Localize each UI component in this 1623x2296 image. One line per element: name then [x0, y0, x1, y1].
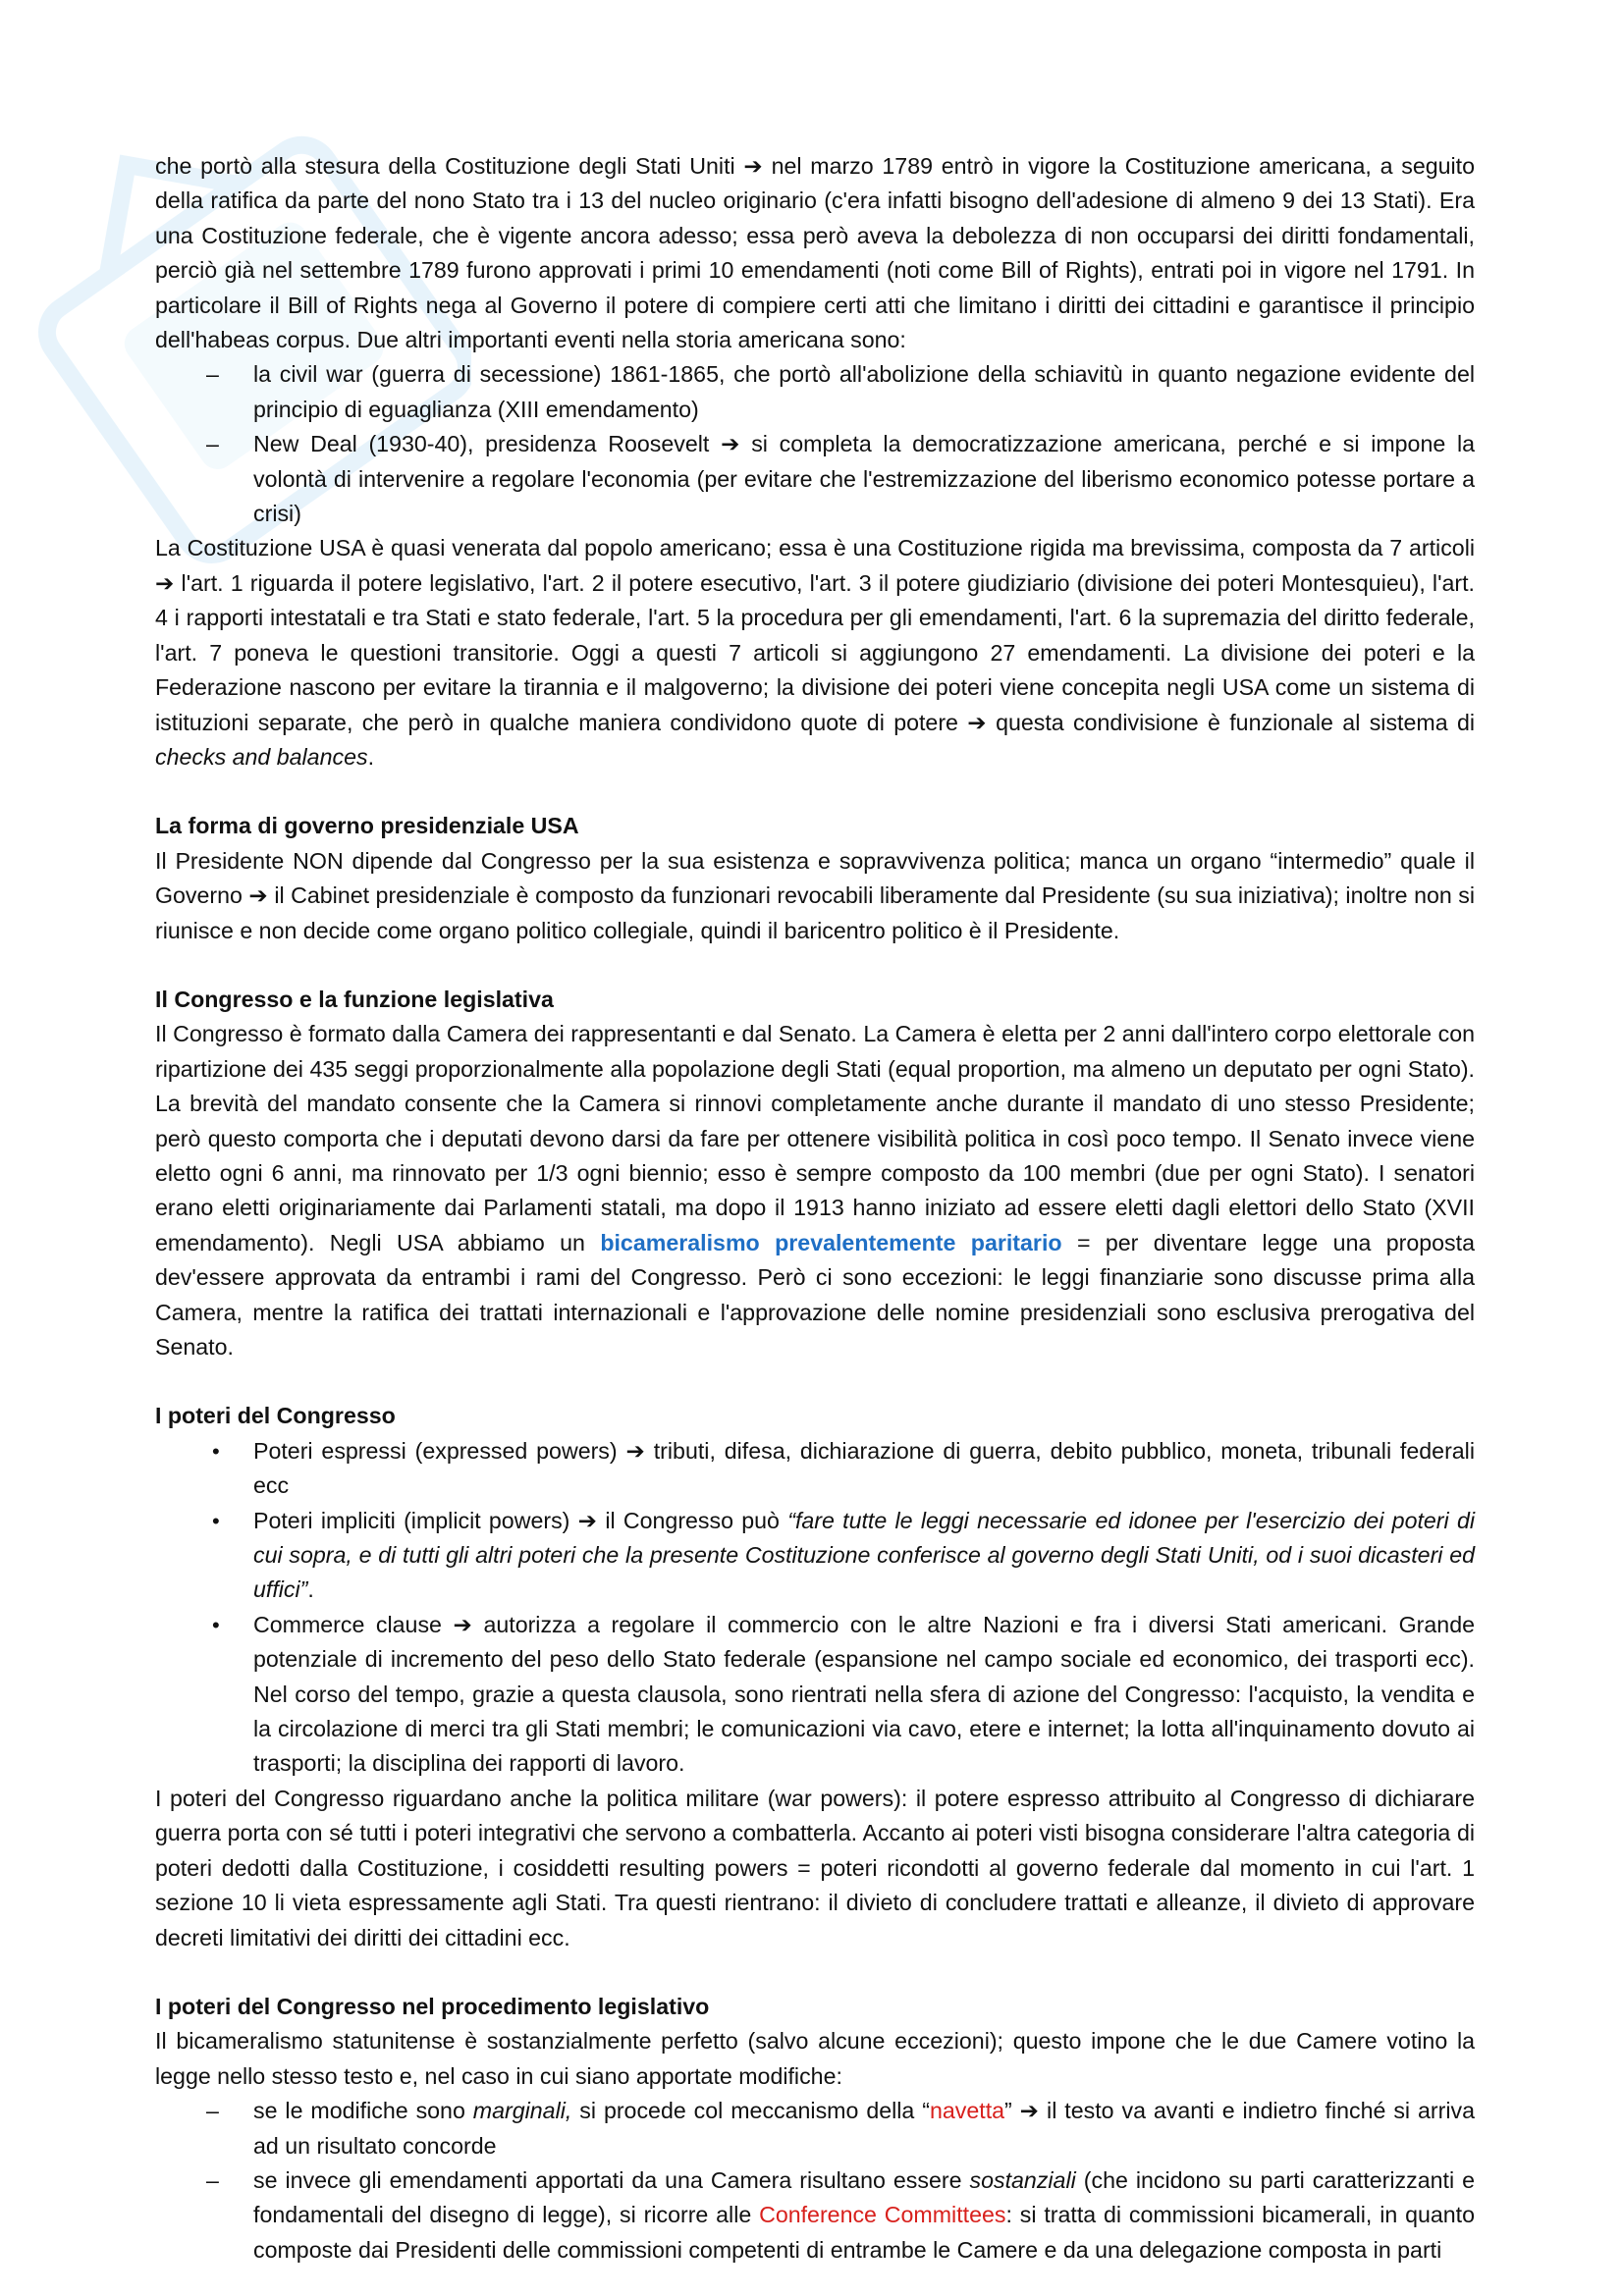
intro-paragraph: che portò alla stesura della Costituzione degli Stati Uniti ➔ nel marzo 1789 entrò in vigore la Costituzione americana, a seguito della ratifica da parte del nono Stato tra i 13 del nucleo originario (c'era infatti bisogno dell'adesione di almeno 9 dei 13 Stati). Era una Costituzione federale, che è vigente ancora adesso; essa però aveva la debolezza di non occuparsi dei diritti fondamentali, perciò già nel settembre 1789 furono approvati i primi 10 emendamenti (noti come Bill of Rights), entrati poi in vigore nel 1791. In particolare il Bill of Rights nega al Governo il potere di compiere certi atti che limitano i diritti dei cittadini e garantisce il principio dell'habeas corpus. Due altri importanti eventi nella storia americana sono:	[155, 153, 1475, 353]
dash-marker: –	[206, 2098, 219, 2124]
list-item: – la civil war (guerra di secessione) 1861-1865, che portò all'abolizione della schiavitù in quanto negazione evidente del principio di eguaglianza (XIII emendamento)	[155, 357, 1475, 427]
congress-paragraph: Il Congresso è formato dalla Camera dei rappresentanti e dal Senato. La Camera è eletta per 2 anni dall'intero corpo elettorale con ripartizione dei 435 seggi proporzionalmente alla popolazione degli Stati (equal proportion, ma almeno un deputato per ogni Stato). La brevità del mandato consente che la Camera si rinnovi completamente anche durante il mandato di uno stesso Presidente; però questo comporta che i deputati devono darsi da fare per ottenere visibilità politica in così poco tempo. Il Senato invece viene eletto ogni 6 anni, ma rinnovato per 1/3 ogni biennio; esso è sempre composto da 100 membri (due per ogni Stato). I senatori erano eletti originariamente dai Parlamenti statali, ma dopo il 1913 hanno iniziato ad essere eletti dagli elettori dello Stato (XVII emendamento). Negli USA abbiamo un bicameralismo prevalentemente paritario = per diventare legge una proposta dev'essere approvata da entrambi i rami del Congresso. Però ci sono eccezioni: le leggi finanziarie sono discusse prima alla Camera, mentre la ratifica dei trattati internazionali e l'approvazione delle nomine presidenziali sono esclusiva prerogativa del Senato.	[155, 1021, 1475, 1360]
list-item: – se invece gli emendamenti apportati da una Camera risultano essere sostanziali (che incidono su parti caratterizzanti e fondamentali del disegno di legge), si ricorre alle Conference Committees: si tratta di commissioni bicamerali, in quanto composte dai Presidenti delle commissioni competenti di entrambe le Camere e da una delegazione composta in parti	[155, 2163, 1475, 2268]
heading-legislative-procedure: I poteri del Congresso nel procedimento legislativo	[155, 1993, 710, 2019]
procedure-list	[155, 2094, 1475, 2268]
war-powers-paragraph: I poteri del Congresso riguardano anche la politica militare (war powers): il potere espresso attribuito al Congresso di dichiarare guerra porta con sé tutti i poteri integrativi che servono a combatterla. Accanto ai poteri visti bisogna considerare l'altra categoria di poteri dedotti dalla Costituzione, i cosiddetti resulting powers = poteri ricondotti al governo federale dal momento in cui l'art. 1 sezione 10 li vieta espressamente agli Stati. Tra questi rientrano: il divieto di concludere trattati e alleanze, il divieto di approvare decreti limitativi dei diritti dei cittadini ecc.	[155, 1785, 1475, 1950]
list-item: • Poteri espressi (expressed powers) ➔ tributi, difesa, dichiarazione di guerra, debito pubblico, moneta, tribunali federali ecc	[155, 1434, 1475, 1504]
dash-marker: –	[206, 2166, 219, 2193]
procedure-paragraph: Il bicameralismo statunitense è sostanzialmente perfetto (salvo alcune eccezioni); questo impone che le due Camere votino la legge nello stesso testo e, nel caso in cui siano apportate modifiche:	[155, 2028, 1475, 2089]
highlight-bicameralism: bicameralismo prevalentemente paritario	[600, 1229, 1062, 1255]
bullet-marker: •	[212, 1438, 220, 1464]
heading-congress-legislative: Il Congresso e la funzione legislativa	[155, 986, 554, 1012]
constitution-paragraph: La Costituzione USA è quasi venerata dal popolo americano; essa è una Costituzione rigida ma brevissima, composta da 7 articoli ➔ l'art. 1 riguarda il potere legislativo, l'art. 2 il potere esecutivo, l'art. 3 il potere giudiziario (divisione dei poteri Montesquieu), l'art. 4 i rapporti intestatali e tra Stati e stato federale, l'art. 5 la procedura per gli emendamenti, l'art. 6 la supremazia del diritto federale, l'art. 7 poneva le questioni transitorie. Oggi a questi 7 articoli si aggiungono 27 emendamenti. La divisione dei poteri e la Federazione nascono per evitare la tirannia e il malgoverno; la divisione dei poteri viene concepita negli USA come un sistema di istituzioni separate, che però in qualche maniera condividono quote di potere ➔ questa condivisione è funzionale al sistema di checks and balances.	[155, 535, 1475, 770]
heading-congress-powers: I poteri del Congresso	[155, 1403, 396, 1429]
list-item: • Commerce clause ➔ autorizza a regolare il commercio con le altre Nazioni e fra i diversi Stati americani. Grande potenziale di incremento del peso dello Stato federale (espansione nel campo sociale ed economico, dei trasporti ecc). Nel corso del tempo, grazie a questa clausola, sono rientrati nella sfera di azione del Congresso: l'acquisto, la vendita e la circolazione di merci tra gli Stati membri; le comunicazioni via cavo, etere e internet; la lotta all'inquinamento dovuto ai trasporti; la disciplina dei rapporti di lavoro.	[155, 1608, 1475, 1782]
bullet-marker: •	[212, 1508, 220, 1533]
list-item: • Poteri impliciti (implicit powers) ➔ il Congresso può “fare tutte le leggi necessarie ed idonee per l'esercizio dei poteri di cui sopra, e di tutti gli altri poteri che la presente Costituzione conferisce al governo degli Stati Uniti, od i suoi dicasteri ed uffici”.	[155, 1504, 1475, 1608]
powers-list	[155, 1434, 1475, 1782]
document-page	[155, 149, 1475, 2268]
events-list	[155, 357, 1475, 531]
highlight-conference-committees: Conference Committees	[759, 2202, 1006, 2228]
highlight-navetta: navetta	[929, 2098, 1005, 2124]
dash-marker: –	[206, 361, 219, 388]
presidential-paragraph: Il Presidente NON dipende dal Congresso per la sua esistenza e sopravvivenza politica; manca un organo “intermedio” quale il Governo ➔ il Cabinet presidenziale è composto da funzionari revocabili liberamente dal Presidente (su sua iniziativa); inoltre non si riunisce e non decide come organo politico collegiale, quindi il baricentro politico è il Presidente.	[155, 847, 1475, 943]
heading-presidential-government: La forma di governo presidenziale USA	[155, 813, 579, 839]
bullet-marker: •	[212, 1612, 220, 1637]
list-item: – New Deal (1930-40), presidenza Roosevelt ➔ si completa la democratizzazione americana, perché e si impone la volontà di intervenire a regolare l'economia (per evitare che l'estremizzazione del liberismo economico potesse portare a crisi)	[155, 427, 1475, 531]
dash-marker: –	[206, 431, 219, 457]
list-item: – se le modifiche sono marginali, si procede col meccanismo della “navetta” ➔ il testo va avanti e indietro finché si arriva ad un risultato concorde	[155, 2094, 1475, 2163]
